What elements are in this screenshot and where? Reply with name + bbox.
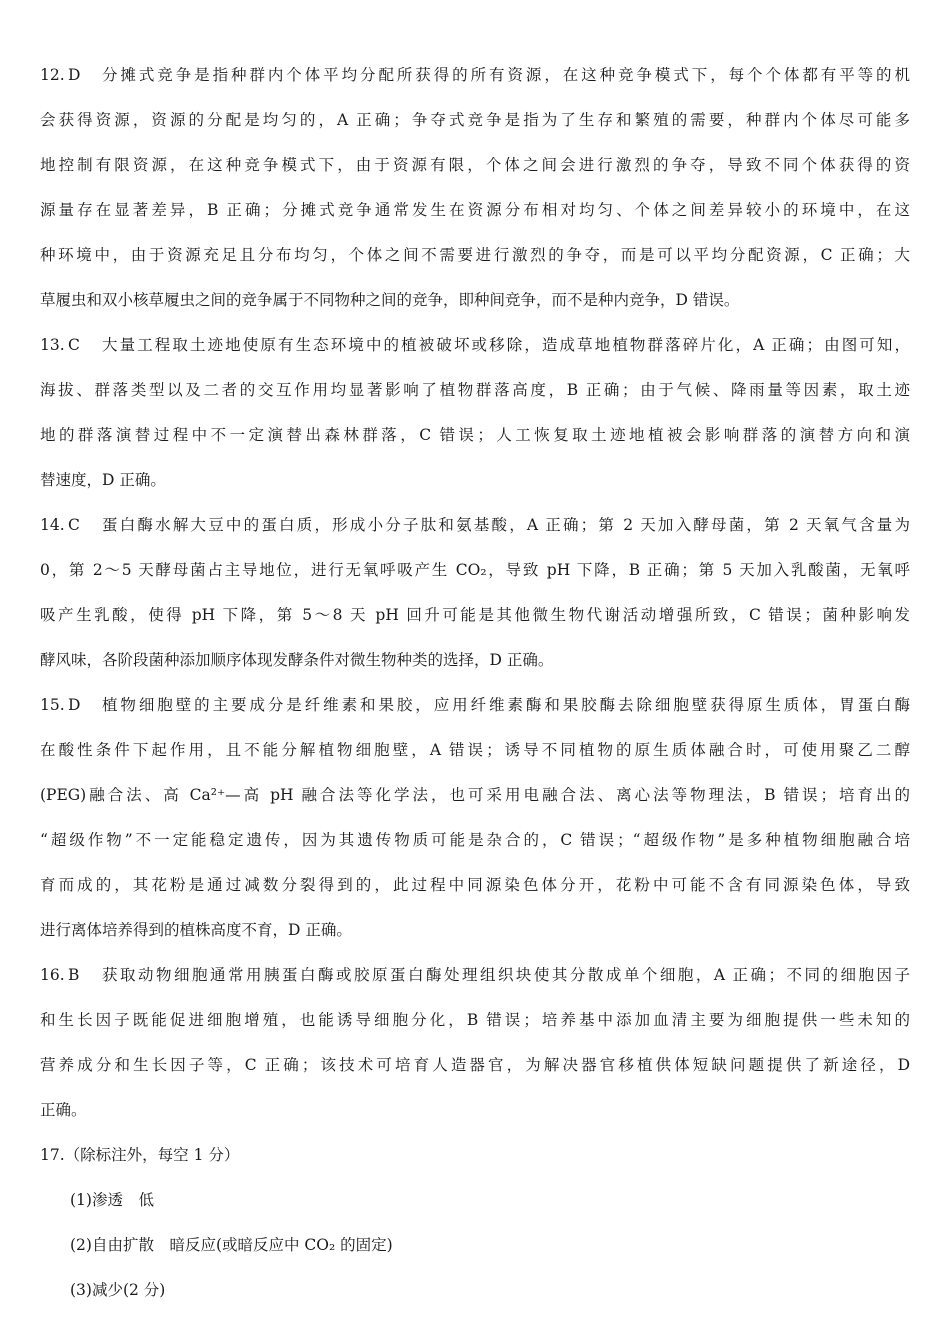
question-number: 14. — [40, 516, 65, 534]
question-text: 替速度，D 正确。 — [40, 471, 166, 489]
question-number: 12. — [40, 66, 65, 84]
question-line — [40, 323, 910, 368]
question-text: 海拔、群落类型以及二者的交互作用均显著影响了植物群落高度，B 正确；由于气候、降雨量等因素，取土迹 — [40, 381, 910, 399]
sub-answer-3: (3)减少(2 分) — [70, 1281, 166, 1299]
question-line — [40, 683, 910, 728]
question-17 — [40, 1133, 910, 1313]
question-line — [40, 413, 910, 458]
question-number: 15. — [40, 696, 65, 714]
question-text: 分摊式竞争是指种群内个体平均分配所获得的所有资源，在这种竞争模式下，每个个体都有平等的机 — [102, 66, 910, 84]
question-line — [40, 728, 910, 773]
question-line — [40, 773, 910, 818]
question-text: 地控制有限资源，在这种竞争模式下，由于资源有限，个体之间会进行激烈的争夺，导致不同个体获得的资 — [40, 156, 910, 174]
question-text: 营养成分和生长因子等，C 正确；该技术可培育人造器官，为解决器官移植供体短缺问题提供了新途径，D — [40, 1056, 910, 1074]
question-text: 种环境中，由于资源充足且分布均匀，个体之间不需要进行激烈的争夺，而是可以平均分配资源，C 正确；大 — [40, 246, 910, 264]
question-line — [40, 188, 910, 233]
question-line — [40, 1043, 910, 1088]
sub-answer-2: (2)自由扩散 暗反应(或暗反应中 CO₂ 的固定) — [70, 1236, 393, 1254]
question-13 — [40, 323, 910, 503]
question-line — [40, 953, 910, 998]
question-text: 进行离体培养得到的植株高度不育，D 正确。 — [40, 921, 352, 939]
question-text: 0，第 2～5 天酵母菌占主导地位，进行无氧呼吸产生 CO₂，导致 pH 下降，B 正确；第 5 天加入乳酸菌，无氧呼 — [40, 561, 910, 579]
question-text: 会获得资源，资源的分配是均匀的，A 正确；争夺式竞争是指为了生存和繁殖的需要，种群内个体尽可能多 — [40, 111, 910, 129]
question-text: 获取动物细胞通常用胰蛋白酶或胶原蛋白酶处理组织块使其分散成单个细胞，A 正确；不同的细胞因子 — [102, 966, 910, 984]
question-line — [40, 458, 910, 503]
question-line — [40, 233, 910, 278]
question-line — [40, 818, 910, 863]
question-number: 13. — [40, 336, 65, 354]
question-line — [40, 998, 910, 1043]
question-line — [40, 548, 910, 593]
question-text: 地的群落演替过程中不一定演替出森林群落，C 错误；人工恢复取土迹地植被会影响群落的演替方向和演 — [40, 426, 910, 444]
question-line — [40, 638, 910, 683]
question-header: 17.（除标注外，每空 1 分） — [40, 1146, 240, 1164]
question-line — [40, 908, 910, 953]
question-12 — [40, 53, 910, 323]
question-text: 蛋白酶水解大豆中的蛋白质，形成小分子肽和氨基酸，A 正确；第 2 天加入酵母菌，第 2 天氧气含量为 — [102, 516, 910, 534]
question-text: 吸产生乳酸，使得 pH 下降，第 5～8 天 pH 回升可能是其他微生物代谢活动增强所致，C 错误；菌种影响发 — [40, 606, 910, 624]
question-answer: D — [68, 66, 81, 84]
question-line — [40, 593, 910, 638]
question-answer: B — [68, 966, 80, 984]
question-number: 16. — [40, 966, 65, 984]
question-line — [40, 98, 910, 143]
sub-answer-1: (1)渗透 低 — [70, 1191, 154, 1209]
question-text: 正确。 — [40, 1101, 87, 1119]
question-answer: C — [68, 516, 80, 534]
question-line — [40, 863, 910, 908]
question-text: 草履虫和双小核草履虫之间的竞争属于不同物种之间的竞争，即种间竞争，而不是种内竞争，D 错误。 — [40, 291, 740, 309]
question-text: “超级作物”不一定能稳定遗传，因为其遗传物质可能是杂合的，C 错误；“超级作物”是多种植物细胞融合培 — [40, 831, 910, 849]
question-line — [40, 53, 910, 98]
question-line — [40, 278, 910, 323]
question-text: 在酸性条件下起作用，且不能分解植物细胞壁，A 错误；诱导不同植物的原生质体融合时，可使用聚乙二醇 — [40, 741, 910, 759]
question-text: 源量存在显著差异，B 正确；分摊式竞争通常发生在资源分布相对均匀、个体之间差异较小的环境中，在这 — [40, 201, 910, 219]
question-16 — [40, 953, 910, 1133]
question-text: 酵风味，各阶段菌种添加顺序体现发酵条件对微生物种类的选择，D 正确。 — [40, 651, 554, 669]
question-text: 大量工程取土迹地使原有生态环境中的植被破坏或移除，造成草地植物群落碎片化，A 正确；由图可知， — [102, 336, 910, 354]
question-line — [40, 503, 910, 548]
question-text: (PEG)融合法、高 Ca²⁺—高 pH 融合法等化学法，也可采用电融合法、离心法等物理法，B 错误；培育出的 — [40, 786, 910, 804]
question-text: 植物细胞壁的主要成分是纤维素和果胶，应用纤维素酶和果胶酶去除细胞壁获得原生质体，胃蛋白酶 — [102, 696, 910, 714]
question-14 — [40, 503, 910, 683]
question-15 — [40, 683, 910, 953]
question-text: 育而成的，其花粉是通过减数分裂得到的，此过程中同源染色体分开，花粉中可能不含有同源染色体，导致 — [40, 876, 910, 894]
question-line — [40, 143, 910, 188]
question-line — [40, 1088, 910, 1133]
question-answer: D — [68, 696, 81, 714]
question-answer: C — [68, 336, 80, 354]
question-line — [40, 368, 910, 413]
question-text: 和生长因子既能促进细胞增殖，也能诱导细胞分化，B 错误；培养基中添加血清主要为细胞提供一些未知的 — [40, 1011, 910, 1029]
